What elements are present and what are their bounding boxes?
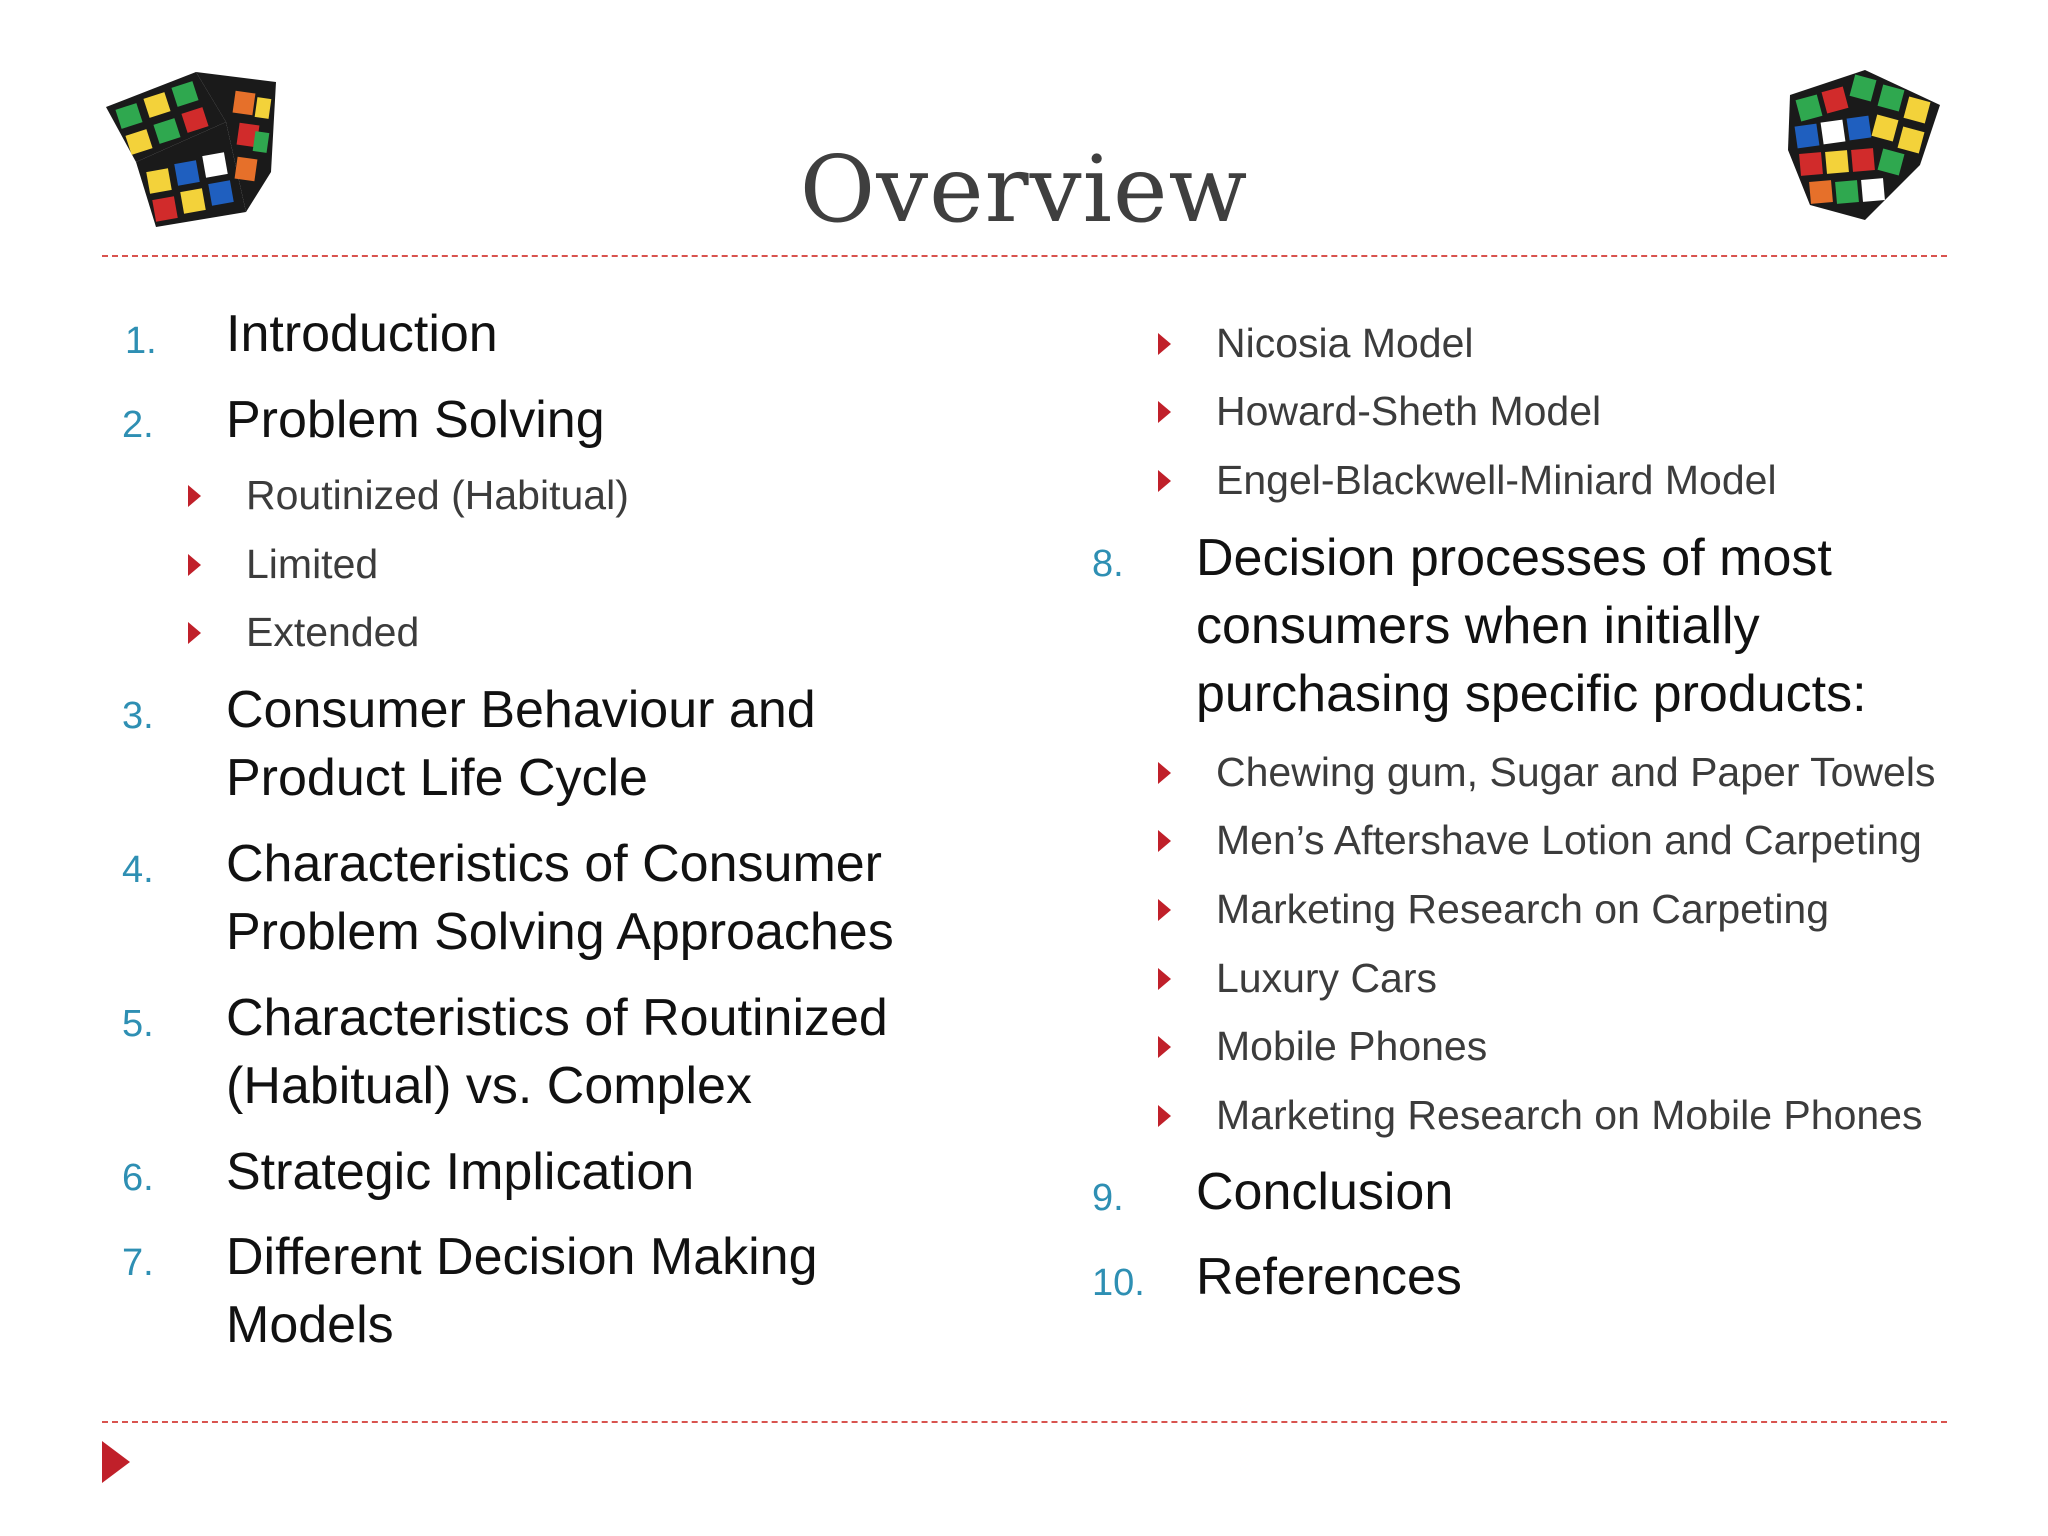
triangle-bullet-icon (188, 554, 201, 576)
item-number: 4. (122, 849, 154, 891)
outline-item-consumer-behaviour (226, 676, 816, 812)
subitem-limited: Limited (246, 541, 379, 587)
item-line: Problem Solving Approaches (226, 903, 894, 961)
play-arrow-icon (102, 1441, 130, 1483)
item-line: (Habitual) vs. Complex (226, 1057, 752, 1115)
outline-item-strategic-implication (226, 1138, 694, 1206)
item-line: Product Life Cycle (226, 749, 648, 807)
outline-item-problem-solving (226, 386, 605, 454)
item-number: 3. (122, 695, 154, 737)
triangle-bullet-icon (1158, 899, 1171, 921)
item-line: consumers when initially (1196, 597, 1760, 655)
item-line: Characteristics of Consumer (226, 835, 882, 893)
subitem-research-carpeting: Marketing Research on Carpeting (1216, 886, 1830, 932)
item-line: Problem Solving (226, 391, 605, 449)
item-line: Models (226, 1296, 394, 1354)
triangle-bullet-icon (1158, 830, 1171, 852)
triangle-bullet-icon (1158, 401, 1171, 423)
item-line: Different Decision Making (226, 1228, 818, 1286)
triangle-bullet-icon (1158, 968, 1171, 990)
subitem-mobile-phones: Mobile Phones (1216, 1023, 1488, 1069)
triangle-bullet-icon (1158, 762, 1171, 784)
item-line: purchasing specific products: (1196, 665, 1867, 723)
subitem-chewing-gum: Chewing gum, Sugar and Paper Towels (1216, 749, 1936, 795)
item-line: Decision processes of most (1196, 529, 1832, 587)
slide-title: Overview (799, 136, 1249, 243)
outline-item-decision-models (226, 1223, 818, 1359)
outline-item-characteristics-routinized (226, 984, 888, 1120)
item-line: Strategic Implication (226, 1143, 695, 1201)
item-number: 10. (1092, 1262, 1145, 1304)
item-line: Introduction (226, 305, 498, 363)
outline-item-introduction (226, 300, 498, 368)
item-number: 1. (125, 320, 157, 362)
triangle-bullet-icon (1158, 1036, 1171, 1058)
item-number: 9. (1092, 1177, 1124, 1219)
subitem-nicosia: Nicosia Model (1216, 320, 1474, 366)
outline-item-conclusion (1196, 1158, 1453, 1226)
item-line: Consumer Behaviour and (226, 681, 816, 739)
item-number: 6. (122, 1157, 154, 1199)
top-dashed-divider (102, 255, 1947, 257)
subitem-ebm: Engel-Blackwell-Miniard Model (1216, 457, 1777, 503)
triangle-bullet-icon (1158, 333, 1171, 355)
subitem-aftershave: Men’s Aftershave Lotion and Carpeting (1216, 817, 1922, 863)
subitem-routinized: Routinized (Habitual) (246, 472, 629, 518)
item-number: 8. (1092, 543, 1124, 585)
outline-item-decision-processes (1196, 524, 1867, 728)
item-number: 7. (122, 1242, 154, 1284)
item-line: References (1196, 1248, 1462, 1306)
triangle-bullet-icon (188, 485, 201, 507)
outline-item-characteristics-consumer (226, 830, 894, 966)
outline-item-references (1196, 1243, 1462, 1311)
subitem-research-mobile: Marketing Research on Mobile Phones (1216, 1092, 1923, 1138)
item-line: Characteristics of Routinized (226, 989, 888, 1047)
item-number: 2. (122, 404, 154, 446)
triangle-bullet-icon (1158, 1105, 1171, 1127)
triangle-bullet-icon (1158, 470, 1171, 492)
bottom-dashed-divider (102, 1421, 1947, 1423)
item-line: Conclusion (1196, 1163, 1454, 1221)
item-number: 5. (122, 1003, 154, 1045)
subitem-howard-sheth: Howard-Sheth Model (1216, 388, 1602, 434)
subitem-luxury-cars: Luxury Cars (1216, 955, 1438, 1001)
subitem-extended: Extended (246, 609, 420, 655)
triangle-bullet-icon (188, 622, 201, 644)
